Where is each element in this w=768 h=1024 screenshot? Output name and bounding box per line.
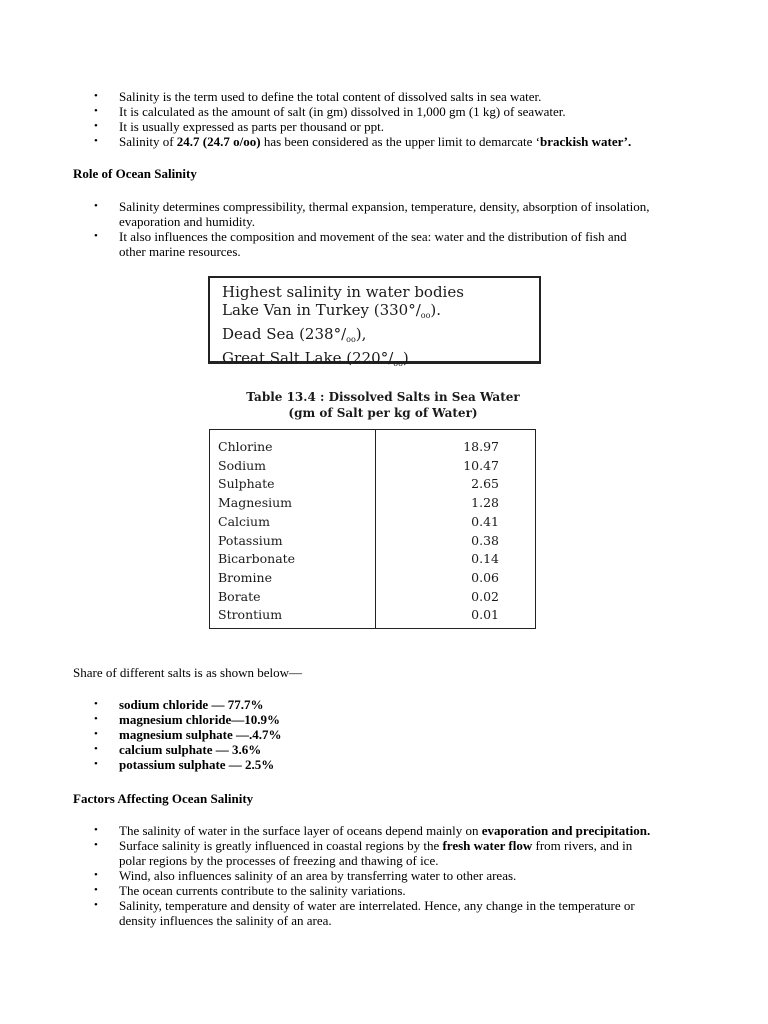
table-row: Strontium 0.01	[218, 607, 499, 623]
list-item: • calcium sulphate — 3.6%	[94, 742, 262, 757]
box-line: Lake Van in Turkey $(330^\circ/_{oo})$.	[222, 301, 442, 320]
table-row: Chlorine 18.97	[218, 439, 499, 454]
box-line: Great Salt Lake $(220^\circ/_{oo})$	[222, 349, 409, 368]
bullet-icon: •	[94, 713, 98, 725]
box-title: Highest salinity in water bodies	[222, 283, 464, 301]
highest-salinity-box	[208, 276, 541, 368]
intro-list	[94, 89, 714, 149]
list-item: • It is usually expressed as parts per thousand or ppt.	[94, 119, 385, 134]
table-row: Calcium 0.41	[218, 513, 499, 529]
role-list	[94, 199, 714, 259]
list-item: • Salinity is the term used to define the total content of dissolved salts in sea water.	[94, 89, 542, 104]
factors-list	[94, 823, 714, 928]
list-item: • It is calculated as the amount of salt (in gm) dissolved in 1,000 gm (1 kg) of seawater.	[94, 104, 566, 119]
bullet-icon: •	[94, 839, 98, 851]
list-item: • sodium chloride — 77.7%	[94, 697, 264, 712]
table-title: Table 13.4 : Dissolved Salts in Sea Water	[246, 390, 520, 404]
share-intro: Share of different salts is as shown below—	[73, 665, 303, 680]
section-heading-factors: Factors Affecting Ocean Salinity	[73, 791, 254, 806]
bullet-icon: •	[94, 135, 98, 147]
bullet-icon: •	[94, 899, 98, 911]
list-item: • Salinity of 24.7 (24.7 o/oo) has been considered as the upper limit to demarcate ‘brackish water’.	[94, 134, 632, 149]
list-item: • magnesium sulphate —.4.7%	[94, 727, 282, 742]
table-row: Potassium 0.38	[218, 532, 499, 548]
bullet-icon: •	[94, 698, 98, 710]
list-item: • It also influences the composition and movement of the sea: water and the distribution of fish and other marine resources.	[94, 229, 627, 259]
table-row: Borate 0.02	[218, 588, 499, 604]
bullet-icon: •	[94, 758, 98, 770]
list-item: • The ocean currents contribute to the salinity variations.	[94, 883, 406, 898]
box-line: Dead Sea $(238^\circ/_{oo})$,	[222, 325, 367, 344]
bullet-icon: •	[94, 200, 98, 212]
table-row: Sulphate 2.65	[218, 476, 499, 492]
table-row: Magnesium 1.28	[218, 495, 499, 511]
list-item: • Salinity, temperature and density of water are interrelated. Hence, any change in the temperature or density influences the salinity of an area.	[94, 898, 635, 928]
bullet-icon: •	[94, 884, 98, 896]
section-heading-role: Role of Ocean Salinity	[73, 166, 197, 181]
list-item: • potassium sulphate — 2.5%	[94, 757, 275, 772]
share-list	[94, 697, 714, 772]
bullet-icon: •	[94, 824, 98, 836]
bullet-icon: •	[94, 120, 98, 132]
bullet-icon: •	[94, 743, 98, 755]
list-item: • Salinity determines compressibility, thermal expansion, temperature, density, absorption of insolation, evaporation and humidity.	[94, 199, 650, 229]
table-subtitle: (gm of Salt per kg of Water)	[288, 406, 478, 420]
list-item: • The salinity of water in the surface layer of oceans depend mainly on evaporation and precipitation.	[94, 823, 651, 838]
bullet-icon: •	[94, 105, 98, 117]
bullet-icon: •	[94, 728, 98, 740]
bullet-icon: •	[94, 230, 98, 242]
table-row: Bicarbonate 0.14	[218, 551, 499, 567]
table-row: Sodium 10.47	[218, 457, 499, 473]
list-item: • Surface salinity is greatly influenced in coastal regions by the fresh water flow from rivers, and in polar regions by the processes of freezing and thawing of ice.	[94, 838, 633, 868]
bullet-icon: •	[94, 90, 98, 102]
table-row: Bromine 0.06	[218, 569, 499, 585]
list-item: • Wind, also influences salinity of an area by transferring water to other areas.	[94, 868, 517, 883]
dissolved-salts-table	[209, 429, 536, 629]
bullet-icon: •	[94, 869, 98, 881]
list-item: • magnesium chloride—10.9%	[94, 712, 281, 727]
